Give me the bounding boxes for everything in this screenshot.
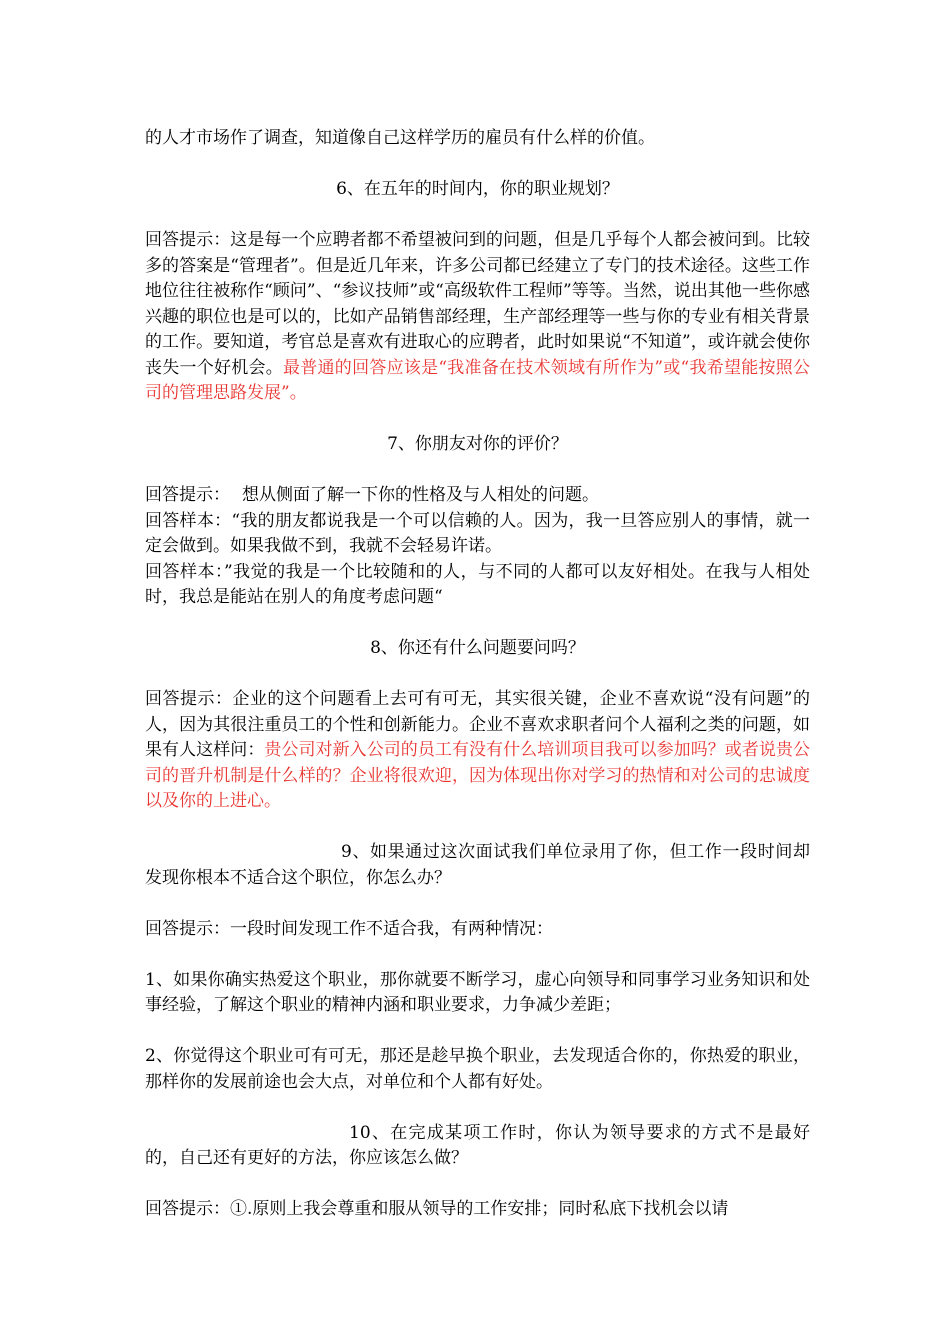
spacer (145, 815, 810, 841)
question-9-hint: 回答提示：一段时间发现工作不适合我，有两种情况： (145, 918, 553, 939)
spacer (145, 891, 810, 917)
question-7-title: 7、你朋友对你的评价？ (387, 434, 568, 454)
spacer (145, 611, 810, 637)
spacer (145, 1172, 810, 1198)
question-6-hint-text: 回答提示：这是每一个应聘者都不希望被问到的问题，但是几乎每个人都会被问到。比较多的答案是“管理者”。但是近几年来，许多公司都已经建立了专门的技术途径。这些工作地位往往被称作“顾问”、“参议技师”或“高级软件工程师”等等。当然，说出其他一些你感兴趣的职位也是可以的，比如产品销售部经理，生产部经理等一些与你的专业有相关背景的工作。要知道，考官总是喜欢有进取心的应聘者，此时如果说“不知道”，或许就会使你丧失一个好机会。 (145, 230, 810, 378)
question-9-point-1: 1、如果你确实热爱这个职业，那你就要不断学习，虚心向领导和同事学习业务知识和处事经验，了解这个职业的精神内涵和职业要求，力争减少差距； (145, 969, 810, 1015)
spacer (145, 407, 810, 433)
question-6-hint (145, 228, 810, 407)
spacer (145, 458, 810, 484)
question-7-sample-2: 回答样本：”我觉的我是一个比较随和的人，与不同的人都可以友好相处。在我与人相处时，我总是能站在别人的角度考虑问题“ (145, 561, 810, 607)
question-10-title: 10、在完成某项工作时，你认为领导要求的方式不是最好的，自己还有更好的方法，你应该怎么做？ (145, 1122, 810, 1168)
question-6-title: 6、在五年的时间内，你的职业规划？ (336, 179, 619, 199)
question-10-hint: 回答提示：①.原则上我会尊重和服从领导的工作安排；同时私底下找机会以请 (145, 1199, 729, 1219)
question-7-hint (145, 483, 810, 509)
question-7-sample-1: 回答样本：“我的朋友都说我是一个可以信赖的人。因为，我一旦答应别人的事情，就一定会做到。如果我做不到，我就不会轻易许诺。 (145, 510, 810, 556)
question-7-hint-label: 回答提示： (145, 485, 230, 505)
question-8-hint (145, 687, 810, 815)
question-6-hint-highlight: 最普通的回答应该是“我准备在技术领域有所作为”或“我希望能按照公司的管理思路发展”。 (145, 357, 811, 403)
spacer (145, 152, 810, 178)
spacer (145, 662, 810, 688)
question-8-hint-highlight: 贵公司对新入公司的员工有没有什么培训项目我可以参加吗？或者说贵公司的晋升机制是什么样的？企业将很欢迎，因为体现出你对学习的热情和对公司的忠诚度以及你的上进心。 (145, 740, 811, 811)
spacer (145, 203, 810, 229)
spacer (145, 1095, 810, 1121)
question-7-hint-text: 想从侧面了解一下你的性格及与人相处的问题。 (242, 485, 599, 505)
intro-tail-paragraph: 的人才市场作了调查，知道像自己这样学历的雇员有什么样的价值。 (145, 128, 655, 148)
spacer (145, 1019, 810, 1045)
question-9-title: 9、如果通过这次面试我们单位录用了你，但工作一段时间却发现你根本不适合这个职位，你怎么办？ (145, 842, 810, 888)
spacer (145, 942, 810, 968)
question-9-point-2: 2、你觉得这个职业可有可无，那还是趁早换个职业，去发现适合你的，你热爱的职业，那样你的发展前途也会大点，对单位和个人都有好处。 (145, 1046, 810, 1092)
document-page (145, 126, 810, 1223)
question-8-title: 8、你还有什么问题要问吗？ (370, 638, 585, 658)
question-8-hint-text: 回答提示：企业的这个问题看上去可有可无，其实很关键，企业不喜欢说“没有问题”的人，因为其很注重员工的个性和创新能力。企业不喜欢求职者问个人福利之类的问题，如果有人这样问： (145, 689, 810, 760)
